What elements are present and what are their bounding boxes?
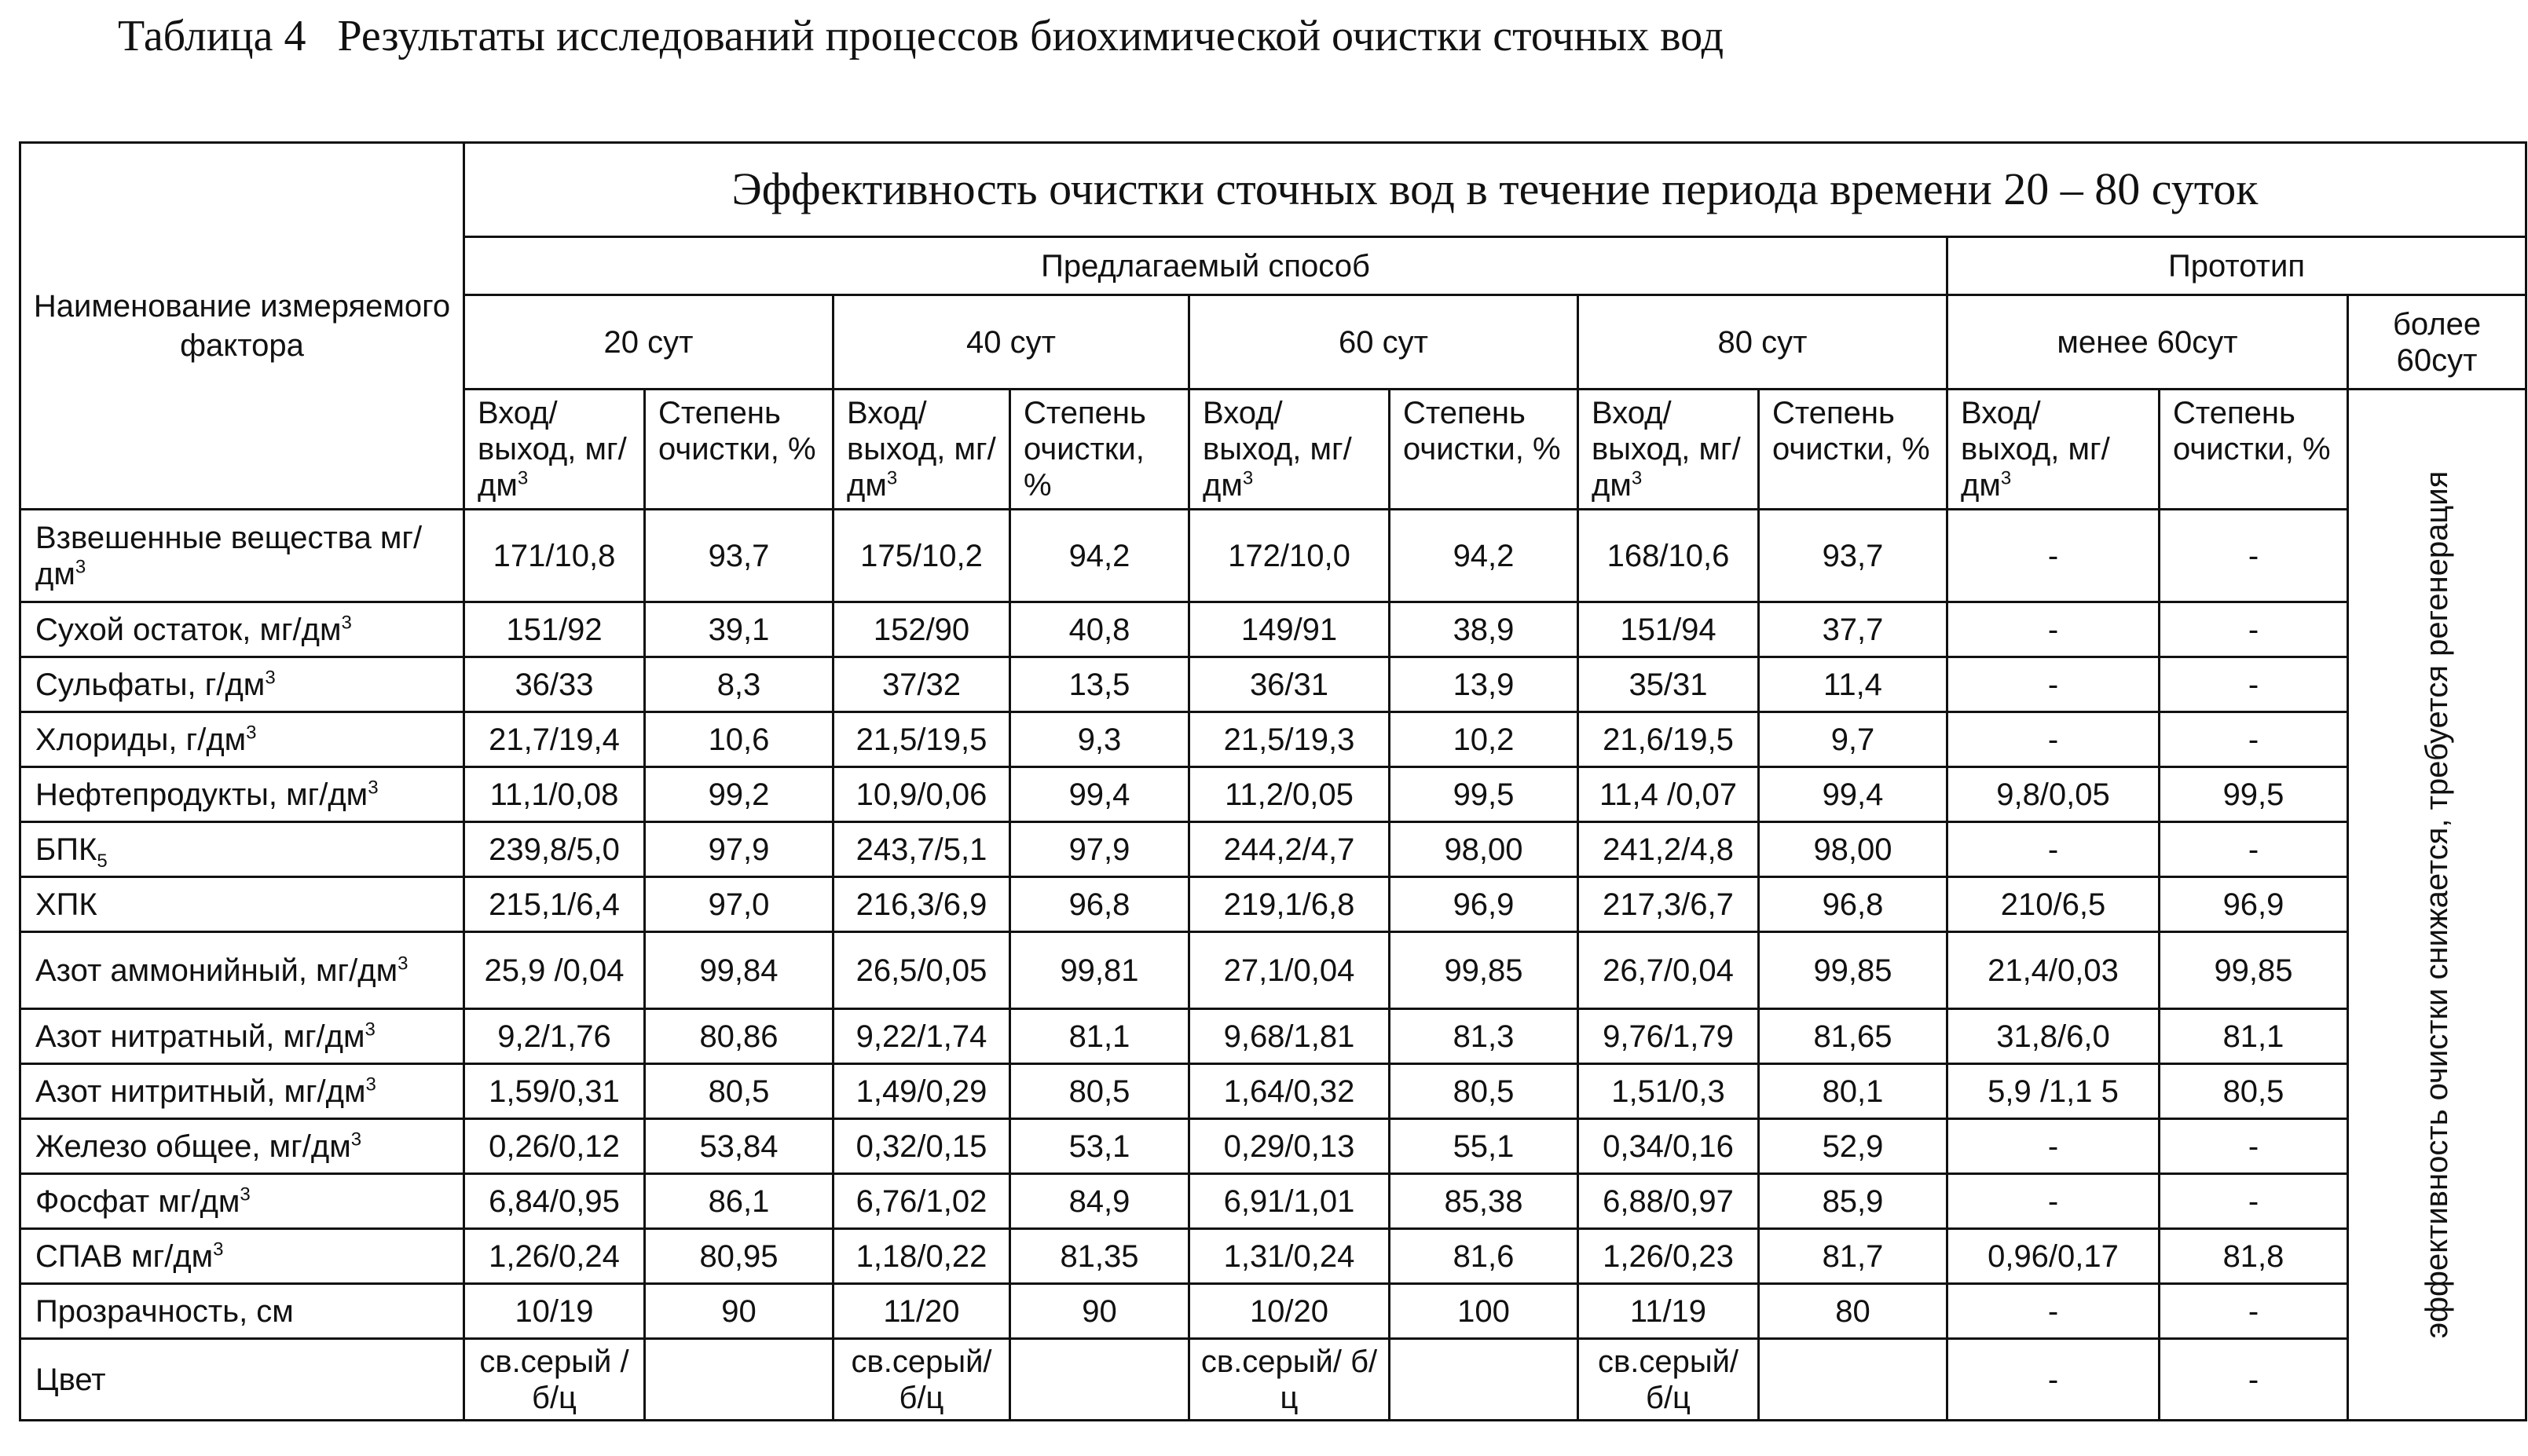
- degree-value: -: [2160, 602, 2348, 657]
- degree-value: 52,9: [1759, 1119, 1947, 1174]
- degree-value: 53,84: [645, 1119, 834, 1174]
- inout-value: 175/10,2: [834, 510, 1010, 602]
- inout-value: 21,6/19,5: [1578, 712, 1759, 767]
- inout-value: 171/10,8: [464, 510, 645, 602]
- inout-header: Вход/ выход, $мг/дм^3$: [1947, 390, 2160, 510]
- degree-value: 90: [645, 1284, 834, 1339]
- inout-value: 10/19: [464, 1284, 645, 1339]
- inout-value: -: [1947, 657, 2160, 712]
- degree-value: 99,81: [1010, 932, 1189, 1009]
- inout-value: 21,5/19,5: [834, 712, 1010, 767]
- period-header-40: 40 сут: [834, 295, 1189, 390]
- inout-value: 0,32/0,15: [834, 1119, 1010, 1174]
- inout-value: 10,9/0,06: [834, 767, 1010, 822]
- degree-value: 94,2: [1390, 510, 1578, 602]
- degree-value: 85,9: [1759, 1174, 1947, 1229]
- inout-value: -: [1947, 712, 2160, 767]
- inout-value: -: [1947, 510, 2160, 602]
- inout-value: 151/92: [464, 602, 645, 657]
- inout-value: 6,88/0,97: [1578, 1174, 1759, 1229]
- inout-value: св.серый/ б/ц: [1578, 1339, 1759, 1421]
- degree-value: 99,84: [645, 932, 834, 1009]
- factor-name: Фосфат $мг/дм^3$: [20, 1174, 464, 1229]
- inout-value: 11/20: [834, 1284, 1010, 1339]
- degree-value: 80,5: [645, 1064, 834, 1119]
- degree-value: 99,2: [645, 767, 834, 822]
- degree-value: [1759, 1339, 1947, 1421]
- inout-value: 215,1/6,4: [464, 877, 645, 932]
- inout-value: 1,18/0,22: [834, 1229, 1010, 1284]
- degree-value: -: [2160, 1119, 2348, 1174]
- caption-label: Таблица 4: [118, 12, 306, 60]
- regeneration-note-text: эффективность очистки снижается, требуется регенерация: [2420, 470, 2455, 1339]
- inout-value: св.серый/ б/ц: [1189, 1339, 1390, 1421]
- table-row: [20, 1174, 2526, 1229]
- regeneration-note: [2348, 390, 2526, 1421]
- efficiency-header: Эффективность очистки сточных вод в течение периода времени 20 – 80 суток: [464, 143, 2526, 237]
- inout-value: 210/6,5: [1947, 877, 2160, 932]
- inout-value: -: [1947, 1174, 2160, 1229]
- inout-value: 25,9 /0,04: [464, 932, 645, 1009]
- inout-value: 9,2/1,76: [464, 1009, 645, 1064]
- inout-value: -: [1947, 1284, 2160, 1339]
- factor-name: Азот аммонийный, $мг/дм^3$: [20, 932, 464, 1009]
- table-row: [20, 657, 2526, 712]
- inout-value: -: [1947, 602, 2160, 657]
- inout-value: 0,96/0,17: [1947, 1229, 2160, 1284]
- degree-value: 81,3: [1390, 1009, 1578, 1064]
- inout-value: 36/33: [464, 657, 645, 712]
- degree-value: 100: [1390, 1284, 1578, 1339]
- inout-header: Вход/ выход, $мг/дм^3$: [464, 390, 645, 510]
- degree-value: 81,1: [1010, 1009, 1189, 1064]
- inout-value: 241,2/4,8: [1578, 822, 1759, 877]
- degree-value: 13,5: [1010, 657, 1189, 712]
- factor-name: Прозрачность, см: [20, 1284, 464, 1339]
- inout-value: -: [1947, 1119, 2160, 1174]
- degree-value: 8,3: [645, 657, 834, 712]
- degree-value: 85,38: [1390, 1174, 1578, 1229]
- period-header-20: 20 сут: [464, 295, 834, 390]
- table-row: [20, 1064, 2526, 1119]
- caption-text: Результаты исследований процессов биохимической очистки сточных вод: [337, 12, 1724, 60]
- degree-value: [1010, 1339, 1189, 1421]
- inout-value: св.серый / б/ц: [464, 1339, 645, 1421]
- inout-value: 1,59/0,31: [464, 1064, 645, 1119]
- degree-value: 80,5: [1390, 1064, 1578, 1119]
- inout-header: Вход/ выход, $мг/дм^3$: [1189, 390, 1390, 510]
- degree-value: 90: [1010, 1284, 1189, 1339]
- degree-value: 96,9: [2160, 877, 2348, 932]
- degree-value: 81,1: [2160, 1009, 2348, 1064]
- degree-value: 99,85: [2160, 932, 2348, 1009]
- inout-value: 6,76/1,02: [834, 1174, 1010, 1229]
- factor-name: Нефтепродукты, $мг/дм^3$: [20, 767, 464, 822]
- degree-value: 97,9: [1010, 822, 1189, 877]
- inout-value: 9,8/0,05: [1947, 767, 2160, 822]
- inout-value: 0,34/0,16: [1578, 1119, 1759, 1174]
- inout-value: 26,5/0,05: [834, 932, 1010, 1009]
- degree-value: 81,6: [1390, 1229, 1578, 1284]
- table-row: [20, 822, 2526, 877]
- degree-value: 40,8: [1010, 602, 1189, 657]
- inout-value: 151/94: [1578, 602, 1759, 657]
- degree-value: 98,00: [1390, 822, 1578, 877]
- degree-value: 81,35: [1010, 1229, 1189, 1284]
- inout-value: 21,5/19,3: [1189, 712, 1390, 767]
- degree-value: 99,4: [1759, 767, 1947, 822]
- degree-value: 84,9: [1010, 1174, 1189, 1229]
- degree-value: -: [2160, 657, 2348, 712]
- degree-value: 80,1: [1759, 1064, 1947, 1119]
- inout-value: 21,7/19,4: [464, 712, 645, 767]
- inout-value: 1,31/0,24: [1189, 1229, 1390, 1284]
- degree-value: 80,86: [645, 1009, 834, 1064]
- degree-value: 81,65: [1759, 1009, 1947, 1064]
- table-row: [20, 602, 2526, 657]
- inout-value: 168/10,6: [1578, 510, 1759, 602]
- inout-value: 217,3/6,7: [1578, 877, 1759, 932]
- degree-value: 99,5: [1390, 767, 1578, 822]
- degree-value: 99,85: [1759, 932, 1947, 1009]
- inout-value: 11,2/0,05: [1189, 767, 1390, 822]
- degree-value: 81,7: [1759, 1229, 1947, 1284]
- factor-name: Сульфаты, $г/дм^3$: [20, 657, 464, 712]
- inout-header: Вход/ выход, $мг/дм^3$: [834, 390, 1010, 510]
- inout-value: 219,1/6,8: [1189, 877, 1390, 932]
- inout-value: 244,2/4,7: [1189, 822, 1390, 877]
- factor-name: Азот нитритный, $мг/дм^3$: [20, 1064, 464, 1119]
- degree-value: 39,1: [645, 602, 834, 657]
- table-row: [20, 712, 2526, 767]
- degree-value: 96,9: [1390, 877, 1578, 932]
- less-60-days-header: менее 60сут: [1947, 295, 2348, 390]
- degree-value: 98,00: [1759, 822, 1947, 877]
- degree-value: -: [2160, 822, 2348, 877]
- inout-value: -: [1947, 1339, 2160, 1421]
- inout-value: 27,1/0,04: [1189, 932, 1390, 1009]
- inout-value: 11,4 /0,07: [1578, 767, 1759, 822]
- inout-value: 9,68/1,81: [1189, 1009, 1390, 1064]
- degree-value: 80,5: [2160, 1064, 2348, 1119]
- degree-value: -: [2160, 1339, 2348, 1421]
- inout-value: 239,8/5,0: [464, 822, 645, 877]
- inout-value: 10/20: [1189, 1284, 1390, 1339]
- degree-header: Степень очистки, %: [1010, 390, 1189, 510]
- inout-value: 26,7/0,04: [1578, 932, 1759, 1009]
- degree-value: 38,9: [1390, 602, 1578, 657]
- degree-value: 80: [1759, 1284, 1947, 1339]
- degree-header: Степень очистки, %: [645, 390, 834, 510]
- factor-header: Наименование измеряемого фактора: [20, 143, 464, 510]
- inout-value: 1,64/0,32: [1189, 1064, 1390, 1119]
- factor-name: $БПК_5$: [20, 822, 464, 877]
- degree-value: 99,5: [2160, 767, 2348, 822]
- inout-value: 216,3/6,9: [834, 877, 1010, 932]
- inout-value: 9,22/1,74: [834, 1009, 1010, 1064]
- inout-value: св.серый/ б/ц: [834, 1339, 1010, 1421]
- degree-value: -: [2160, 1284, 2348, 1339]
- inout-value: 0,29/0,13: [1189, 1119, 1390, 1174]
- table-row: [20, 767, 2526, 822]
- table-row: [20, 1284, 2526, 1339]
- degree-header: Степень очистки, %: [2160, 390, 2348, 510]
- degree-value: 11,4: [1759, 657, 1947, 712]
- degree-value: 9,3: [1010, 712, 1189, 767]
- inout-value: 0,26/0,12: [464, 1119, 645, 1174]
- degree-value: 93,7: [645, 510, 834, 602]
- factor-name: ХПК: [20, 877, 464, 932]
- degree-value: 86,1: [645, 1174, 834, 1229]
- factor-name: Хлориды, $г/дм^3$: [20, 712, 464, 767]
- table-row: [20, 1229, 2526, 1284]
- degree-value: 93,7: [1759, 510, 1947, 602]
- degree-value: 13,9: [1390, 657, 1578, 712]
- degree-value: [1390, 1339, 1578, 1421]
- degree-value: 99,85: [1390, 932, 1578, 1009]
- inout-value: 6,91/1,01: [1189, 1174, 1390, 1229]
- proposed-method-header: Предлагаемый способ: [464, 237, 1947, 295]
- degree-value: -: [2160, 712, 2348, 767]
- table-row: [20, 1119, 2526, 1174]
- inout-value: 1,51/0,3: [1578, 1064, 1759, 1119]
- degree-value: 55,1: [1390, 1119, 1578, 1174]
- inout-value: 1,49/0,29: [834, 1064, 1010, 1119]
- inout-value: 21,4/0,03: [1947, 932, 2160, 1009]
- inout-value: -: [1947, 822, 2160, 877]
- table-row: [20, 510, 2526, 602]
- inout-value: 172/10,0: [1189, 510, 1390, 602]
- degree-value: 81,8: [2160, 1229, 2348, 1284]
- factor-name: Азот нитратный, $мг/дм^3$: [20, 1009, 464, 1064]
- inout-value: 36/31: [1189, 657, 1390, 712]
- inout-value: 152/90: [834, 602, 1010, 657]
- inout-value: 9,76/1,79: [1578, 1009, 1759, 1064]
- inout-value: 11,1/0,08: [464, 767, 645, 822]
- inout-header: Вход/ выход, $мг/дм^3$: [1578, 390, 1759, 510]
- degree-value: 99,4: [1010, 767, 1189, 822]
- period-header-60: 60 сут: [1189, 295, 1578, 390]
- prototype-header: Прототип: [1947, 237, 2526, 295]
- period-header-80: 80 сут: [1578, 295, 1947, 390]
- factor-name: Сухой остаток, $мг/дм^3$: [20, 602, 464, 657]
- inout-value: 243,7/5,1: [834, 822, 1010, 877]
- degree-header: Степень очистки, %: [1759, 390, 1947, 510]
- degree-value: 96,8: [1759, 877, 1947, 932]
- degree-value: 37,7: [1759, 602, 1947, 657]
- degree-value: -: [2160, 1174, 2348, 1229]
- inout-value: 37/32: [834, 657, 1010, 712]
- results-table: [19, 141, 2527, 1421]
- table-row: [20, 932, 2526, 1009]
- factor-name: Взвешенные вещества $мг/дм^3$: [20, 510, 464, 602]
- inout-value: 6,84/0,95: [464, 1174, 645, 1229]
- factor-name: СПАВ $мг/дм^3$: [20, 1229, 464, 1284]
- degree-value: 80,5: [1010, 1064, 1189, 1119]
- degree-value: 97,9: [645, 822, 834, 877]
- factor-name: Железо общее, $мг/дм^3$: [20, 1119, 464, 1174]
- degree-value: 53,1: [1010, 1119, 1189, 1174]
- degree-value: 80,95: [645, 1229, 834, 1284]
- inout-value: 5,9 /1,1 5: [1947, 1064, 2160, 1119]
- table-caption: [118, 11, 1724, 61]
- factor-name: Цвет: [20, 1339, 464, 1421]
- degree-value: [645, 1339, 834, 1421]
- inout-value: 149/91: [1189, 602, 1390, 657]
- degree-value: 9,7: [1759, 712, 1947, 767]
- table-row: [20, 877, 2526, 932]
- inout-value: 31,8/6,0: [1947, 1009, 2160, 1064]
- inout-value: 35/31: [1578, 657, 1759, 712]
- more-60-days-header: более 60сут: [2348, 295, 2526, 390]
- inout-value: 1,26/0,23: [1578, 1229, 1759, 1284]
- degree-value: 10,6: [645, 712, 834, 767]
- inout-value: 11/19: [1578, 1284, 1759, 1339]
- degree-header: Степень очистки, %: [1390, 390, 1578, 510]
- table-row: [20, 1009, 2526, 1064]
- inout-value: 1,26/0,24: [464, 1229, 645, 1284]
- degree-value: -: [2160, 510, 2348, 602]
- degree-value: 10,2: [1390, 712, 1578, 767]
- degree-value: 94,2: [1010, 510, 1189, 602]
- table-row: [20, 1339, 2526, 1421]
- degree-value: 96,8: [1010, 877, 1189, 932]
- degree-value: 97,0: [645, 877, 834, 932]
